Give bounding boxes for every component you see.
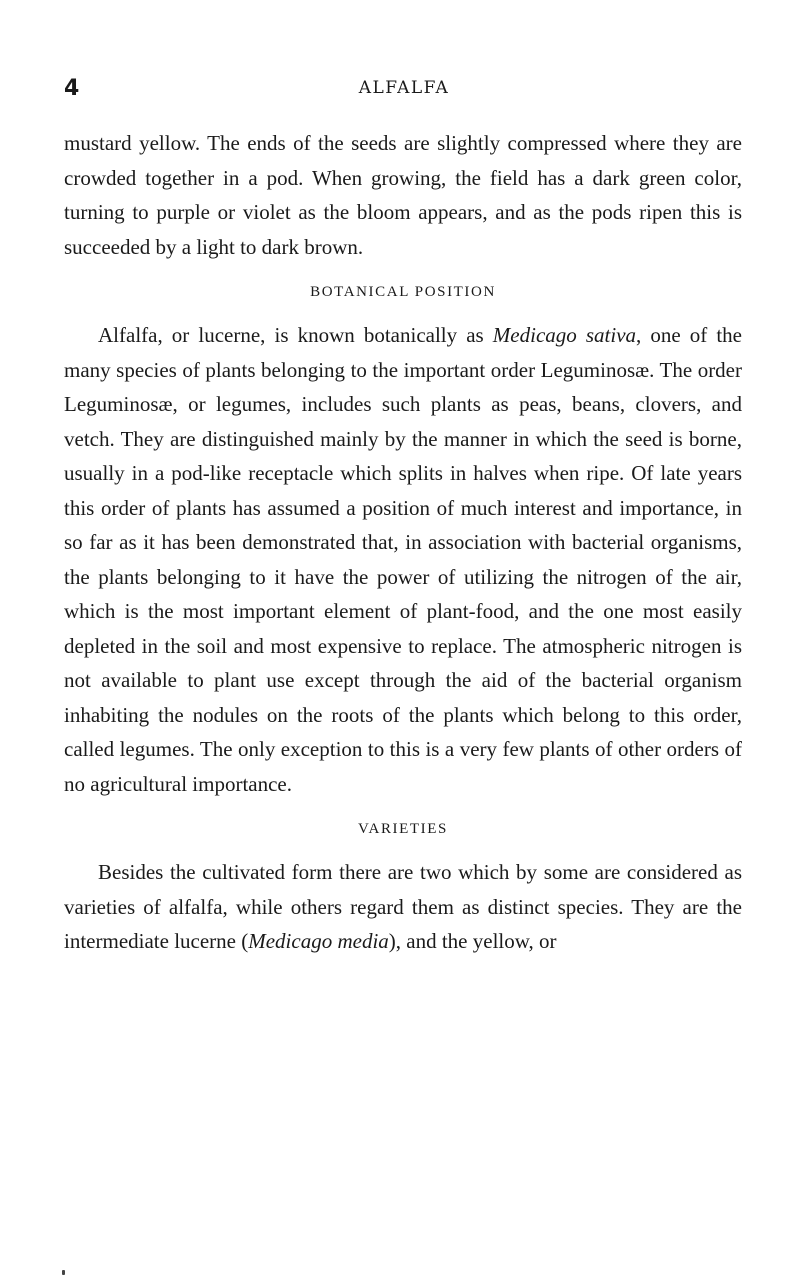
- print-speck: [62, 1270, 65, 1275]
- paragraph-continued: mustard yellow. The ends of the seeds are slightly compressed where they are crowded together in a pod. When growing, the field has a dark green color, turning to purple or violet as the bloom appears, and as the pods ripen this is succeeded by a light to dark brown.: [64, 131, 742, 259]
- paragraph-intro: Besides the cultivated form there are two which by some are considered as varieties of alfalfa, while others regard them as distinct species. They are the intermediate lucerne (: [64, 860, 742, 953]
- running-title: ALFALFA: [358, 78, 450, 98]
- paragraph-varieties: [64, 855, 742, 959]
- paragraph-rest: ), and the yellow, or: [388, 929, 557, 953]
- page-number: 4: [64, 76, 80, 101]
- body-text: [64, 126, 742, 959]
- species-name-medicago-media: Medicago media: [248, 929, 389, 953]
- paragraph-botanical-position: [64, 318, 742, 801]
- paragraph-intro: Alfalfa, or lucerne, is known botanically as: [98, 323, 493, 347]
- running-header: [64, 76, 744, 110]
- section-heading-botanical-position: BOTANICAL POSITION: [310, 284, 496, 300]
- species-name-medicago-sativa: Medicago sativa: [492, 323, 637, 347]
- paragraph-rest: , one of the many species of plants belonging to the important order Leguminosæ. The order Leguminosæ, or legumes, includes such plants as peas, beans, clovers, and vetch. They are distinguished mainly by the manner in which the seed is borne, usually in a pod-like receptacle which splits in halves when ripe. Of late years this order of plants has assumed a position of much interest and importance, in so far as it has been demonstrated that, in association with bacterial organisms, the plants belonging to it have the power of utilizing the nitrogen of the air, which is the most important element of plant-food, and the one most easily depleted in the soil and most expensive to replace. The atmospheric nitrogen is not available to plant use except through the aid of the bacterial organism inhabiting the nodules on the roots of the plants which belong to this order, called legumes. The only exception to this is a very few plants of other orders of no agricultural importance.: [64, 323, 742, 796]
- section-heading-varieties: VARIETIES: [358, 821, 448, 837]
